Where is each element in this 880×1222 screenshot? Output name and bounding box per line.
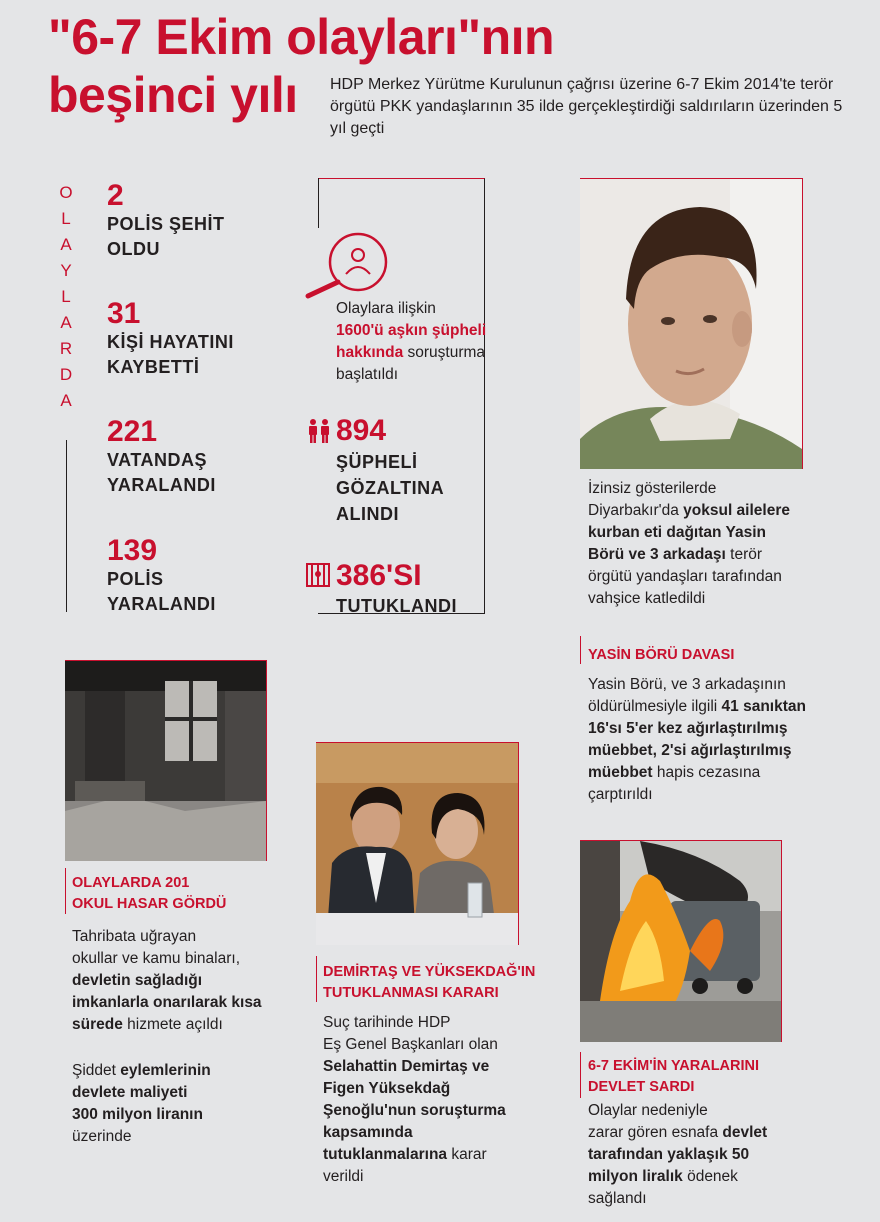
investigation-rest: soruşturma	[403, 344, 486, 361]
demirtas-heading	[323, 962, 535, 1004]
yasin-line: İzinsiz gösterilerde	[588, 480, 717, 497]
case-bold: müebbet	[588, 764, 653, 781]
schools-heading-line: OLAYLARDA 201	[72, 875, 190, 891]
yasin-portrait-image	[580, 179, 802, 469]
wounds-line	[588, 1166, 828, 1188]
stat-label: POLİS	[107, 569, 164, 589]
demirtas-line: Selahattin Demirtaş ve	[323, 1058, 490, 1075]
stat-label: GÖZALTINA	[336, 478, 445, 498]
label-letter: A	[60, 391, 72, 410]
politicians-image	[316, 743, 518, 945]
case-bold: 41 sanıktan	[721, 698, 806, 715]
demirtas-text-part: karar	[447, 1146, 487, 1163]
demirtas-heading-line: DEMİRTAŞ VE YÜKSEKDAĞ'IN	[323, 964, 536, 980]
yasin-line: örgütü yandaşları tarafından	[588, 568, 782, 585]
schools-line: okullar ve kamu binaları,	[72, 950, 240, 967]
demirtas-line: Şenoğlu'nun soruşturma	[323, 1102, 506, 1119]
wounds-bold: milyon liralık	[588, 1168, 683, 1185]
schools-bold: sürede	[72, 1016, 123, 1033]
wounds-text	[588, 1100, 828, 1210]
stat-number: 221	[107, 415, 158, 448]
subtitle: HDP Merkez Yürütme Kurulunun çağrısı üzerine 6-7 Ekim 2014'te terör örgütü PKK yandaşlarının 35 ilde gerçekleştirdiği saldırıların üzerinden 5 yıl geçti	[330, 76, 843, 137]
prison-icon	[306, 563, 330, 587]
yasin-text: terör	[725, 546, 763, 563]
wounds-heading	[588, 1056, 759, 1098]
demirtas-line: Suç tarihinde HDP	[323, 1014, 451, 1031]
wounds-heading-line: 6-7 EKİM'İN YARALARINI	[588, 1058, 760, 1074]
investigation-line	[336, 342, 516, 364]
case-line: çarptırıldı	[588, 786, 653, 803]
magnifier-person-icon	[300, 228, 396, 300]
stat-number: 31	[107, 297, 141, 330]
demirtas-line: kapsamında	[323, 1124, 413, 1141]
cost-line	[72, 1060, 292, 1082]
label-letter: A	[60, 313, 72, 332]
label-letter: L	[61, 209, 71, 228]
demirtas-line: Eş Genel Başkanları olan	[323, 1036, 498, 1053]
cost-line: üzerinde	[72, 1128, 132, 1145]
yasin-line: kurban eti dağıtan Yasin	[588, 524, 767, 541]
burned-school-photo	[65, 660, 267, 861]
wounds-line: tarafından yaklaşık 50	[588, 1146, 750, 1163]
title-line-2: beşinci yılı	[48, 67, 298, 123]
demirtas-line	[323, 1144, 553, 1166]
yasin-line	[588, 500, 848, 522]
wounds-line: Olaylar nedeniyle	[588, 1102, 708, 1119]
stat-label: KAYBETTİ	[107, 357, 200, 377]
people-icon	[306, 418, 332, 444]
yasin-line	[588, 544, 848, 566]
wounds-text-part: ödenek	[682, 1168, 738, 1185]
wounds-heading-rule	[580, 1052, 581, 1098]
stat-label: ALINDI	[336, 504, 399, 524]
schools-text-part: hizmete açıldı	[122, 1016, 223, 1033]
yasin-line: vahşice katledildi	[588, 590, 706, 607]
stat-label: POLİS ŞEHİT	[107, 214, 225, 234]
cost-line: devlete maliyeti	[72, 1084, 188, 1101]
case-line	[588, 762, 858, 784]
burning-vehicle-image	[580, 841, 781, 1042]
yasin-case-heading: YASİN BÖRÜ DAVASI	[588, 647, 735, 663]
wounds-heading-line: DEVLET SARDI	[588, 1079, 695, 1095]
stat-citizens-injured	[107, 416, 216, 498]
label-letter: Y	[60, 261, 72, 280]
investigation-line: başlatıldı	[336, 366, 399, 383]
label-letter: A	[60, 235, 72, 254]
label-letter: D	[59, 365, 73, 384]
investigation-bold: hakkında	[336, 344, 404, 361]
yasin-boru-photo	[580, 178, 803, 469]
demirtas-text	[323, 1012, 553, 1188]
case-text: hapis cezasına	[652, 764, 761, 781]
investigation-suspects: 1600'ü aşkın şüpheli	[336, 322, 487, 339]
demirtas-line: Figen Yüksekdağ	[323, 1080, 451, 1097]
wounds-bold: devlet	[722, 1124, 768, 1141]
case-line: Yasin Börü, ve 3 arkadaşının	[588, 676, 786, 693]
wounds-line: sağlandı	[588, 1190, 647, 1207]
label-letter: O	[59, 183, 73, 202]
olaylarda-vertical-label	[52, 180, 80, 440]
case-line: 16'sı 5'er kez ağırlaştırılmış	[588, 720, 788, 737]
schools-line: Tahribata uğrayan	[72, 928, 197, 945]
stat-label: KİŞİ HAYATINI	[107, 332, 234, 352]
schools-line	[72, 1014, 292, 1036]
schools-line: imkanlarla onarılarak kısa	[72, 994, 262, 1011]
burning-bus-photo	[580, 840, 782, 1042]
demirtas-heading-line: TUTUKLANMASI KARARI	[323, 985, 499, 1001]
stat-label: YARALANDI	[107, 594, 216, 614]
demirtas-bold: tutuklanmalarına	[323, 1146, 448, 1163]
stat-police-injured	[107, 535, 216, 617]
stat-label: TUTUKLANDI	[336, 596, 457, 616]
wounds-line	[588, 1122, 828, 1144]
stat-label: ŞÜPHELİ	[336, 452, 418, 472]
stat-label: VATANDAŞ	[107, 450, 207, 470]
stat-number: 894	[336, 414, 387, 447]
demirtas-line: verildi	[323, 1168, 364, 1185]
demirtas-yuksekdag-photo	[316, 742, 519, 945]
stat-number: 2	[107, 179, 124, 212]
yasin-heading-rule	[580, 636, 581, 664]
burned-room-image	[65, 661, 266, 861]
schools-heading	[72, 873, 226, 915]
schools-heading-rule	[65, 868, 66, 914]
stat-label: OLDU	[107, 239, 160, 259]
cost-text	[72, 1060, 292, 1148]
stat-detained	[336, 415, 444, 527]
case-line: müebbet, 2'si ağırlaştırılmış	[588, 742, 792, 759]
case-line	[588, 696, 858, 718]
demirtas-heading-rule	[316, 956, 317, 1002]
investigation-line: Olaylara ilişkin	[336, 300, 436, 317]
label-letter: L	[61, 287, 71, 306]
schools-line: devletin sağladığı	[72, 972, 203, 989]
yasin-story	[588, 478, 848, 610]
case-text: öldürülmesiyle ilgili	[588, 698, 722, 715]
yasin-bold: Börü ve 3 arkadaşı	[588, 546, 726, 563]
schools-heading-line: OKUL HASAR GÖRDÜ	[72, 896, 227, 912]
schools-text	[72, 926, 292, 1036]
yasin-bold: yoksul ailelere	[683, 502, 790, 519]
label-letter: R	[59, 339, 73, 358]
stat-people-died	[107, 298, 234, 380]
cost-text-part: Şiddet	[72, 1062, 121, 1079]
stat-label: YARALANDI	[107, 475, 216, 495]
yasin-case-text	[588, 674, 858, 806]
stat-arrested	[336, 560, 457, 619]
cost-bold: eylemlerinin	[120, 1062, 211, 1079]
stat-number: 139	[107, 534, 158, 567]
stat-police-martyred	[107, 180, 225, 262]
stat-number: 386'SI	[336, 559, 422, 592]
title-line-1: "6-7 Ekim olayları"nın	[48, 9, 555, 65]
wounds-text-part: zarar gören esnafa	[588, 1124, 723, 1141]
cost-line: 300 milyon liranın	[72, 1106, 203, 1123]
investigation-text	[336, 298, 516, 386]
yasin-text: Diyarbakır'da	[588, 502, 684, 519]
